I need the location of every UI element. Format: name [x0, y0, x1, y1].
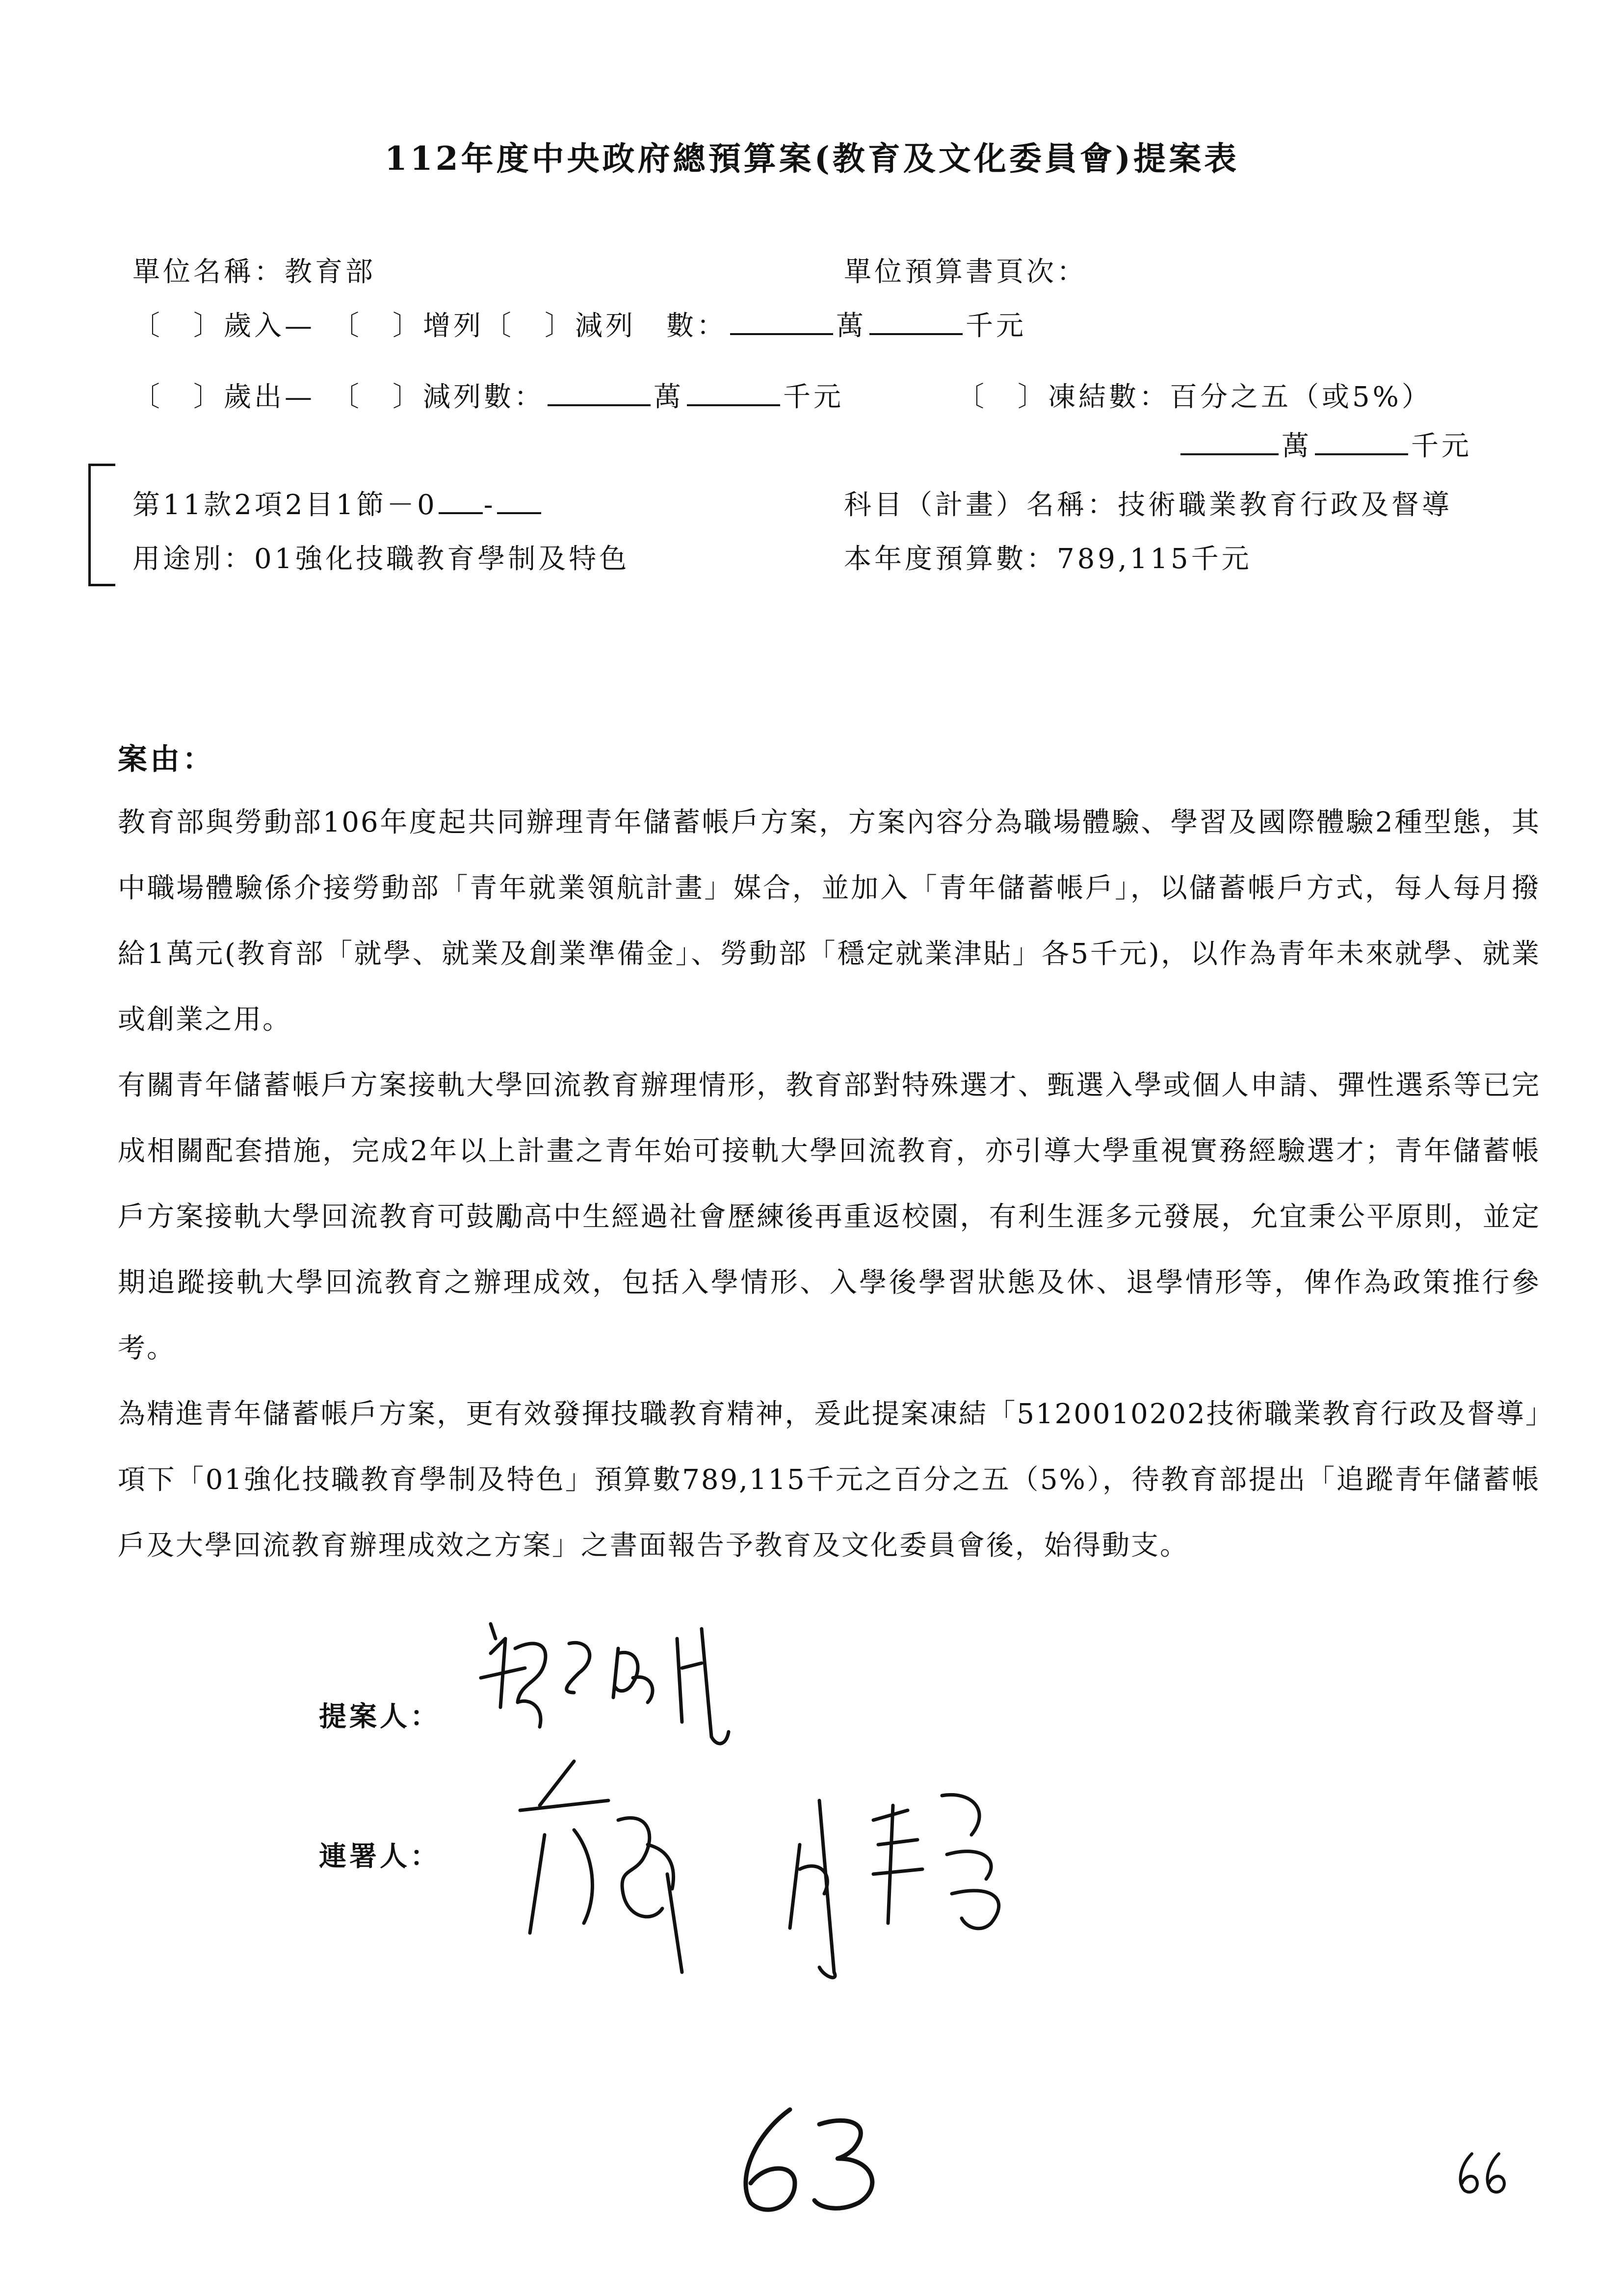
- proposer-label: 提案人：: [319, 1700, 441, 1733]
- freeze-unit-wan: 萬: [1282, 430, 1312, 462]
- expense-qian-blank: [687, 381, 780, 406]
- purpose: 用途別：01強化技職教育學制及特色: [132, 543, 630, 575]
- expense-row: [132, 375, 844, 415]
- cosigner-signatures-image: [500, 1747, 1138, 2002]
- income-row: [132, 304, 1026, 343]
- expense-wan-blank: [548, 381, 651, 406]
- item-code-prefix: 第11款2項2目1節－0: [132, 489, 438, 521]
- case-reason-body: [118, 790, 1541, 1579]
- unit-name: 單位名稱：教育部: [132, 256, 376, 288]
- freeze-wan-blank: [1180, 430, 1279, 455]
- freeze-qian-blank: [1315, 430, 1408, 455]
- expense-unit-qian: 千元: [783, 381, 844, 413]
- case-reason-label: 案由：: [118, 742, 215, 777]
- item-code-dash: -: [483, 489, 496, 521]
- left-bracket: [88, 464, 115, 586]
- proposer-signature-image: [471, 1609, 775, 1756]
- freeze-unit-qian: 千元: [1411, 430, 1472, 462]
- cosigner-label: 連署人：: [319, 1840, 441, 1873]
- item-code-blank-1: [439, 489, 483, 514]
- body-paragraph-1: 教育部與勞動部106年度起共同辦理青年儲蓄帳戶方案，方案內容分為職場體驗、學習及國際體驗2種型態，其中職場體驗係介接勞動部「青年就業領航計畫」媒合，並加入「青年儲蓄帳戶」，以儲蓄帳戶方式，每人每月撥給1萬元(教育部「就學、就業及創業準備金」、勞動部「穩定就業津貼」各5千元)，以作為青年未來就學、就業或創業之用。: [118, 807, 1541, 1036]
- item-code: [132, 483, 542, 522]
- income-unit-qian: 千元: [966, 310, 1026, 342]
- body-paragraph-2: 有關青年儲蓄帳戶方案接軌大學回流教育辦理情形，教育部對特殊選才、甄選入學或個人申請、彈性選系等已完成相關配套措施，完成2年以上計畫之青年始可接軌大學回流教育，亦引導大學重視實務經驗選才；青年儲蓄帳戶方案接軌大學回流教育可鼓勵高中生經過社會歷練後再重返校園，有利生涯多元發展，允宜秉公平原則，並定期追蹤接軌大學回流教育之辦理成效，包括入學情形、入學後學習狀態及休、退學情形等，俾作為政策推行參考。: [118, 1070, 1541, 1364]
- income-row-label: 〔 〕歲入— 〔 〕增列〔 〕減列 數：: [132, 310, 727, 342]
- item-code-blank-2: [497, 489, 541, 514]
- handwritten-corner-number: [1452, 2149, 1511, 2198]
- freeze-amount-row: [1178, 424, 1472, 464]
- expense-row-label: 〔 〕歲出— 〔 〕減列數：: [132, 381, 545, 413]
- income-wan-blank: [730, 310, 833, 335]
- body-paragraph-3: 為精進青年儲蓄帳戶方案，更有效發揮技職教育精神，爰此提案凍結「5120010202技術職業教育行政及督導」項下「01強化技職教育學制及特色」預算數789,115千元之百分之五（5%），待教育部提出「追蹤青年儲蓄帳戶及大學回流教育辦理成效之方案」之書面報告予教育及文化委員會後，始得動支。: [118, 1398, 1541, 1562]
- subject-name: 科目（計畫）名稱：技術職業教育行政及督導: [844, 489, 1452, 521]
- budget-amount: 本年度預算數：789,115千元: [844, 543, 1252, 575]
- budget-page: 單位預算書頁次：: [844, 256, 1087, 288]
- freeze-label: 〔 〕凍結數：百分之五（或5%）: [957, 381, 1432, 413]
- income-unit-wan: 萬: [836, 310, 866, 342]
- expense-unit-wan: 萬: [654, 381, 684, 413]
- page-title: 112年度中央政府總預算案(教育及文化委員會)提案表: [384, 139, 1240, 178]
- income-qian-blank: [869, 310, 963, 335]
- handwritten-page-number: [726, 2105, 898, 2218]
